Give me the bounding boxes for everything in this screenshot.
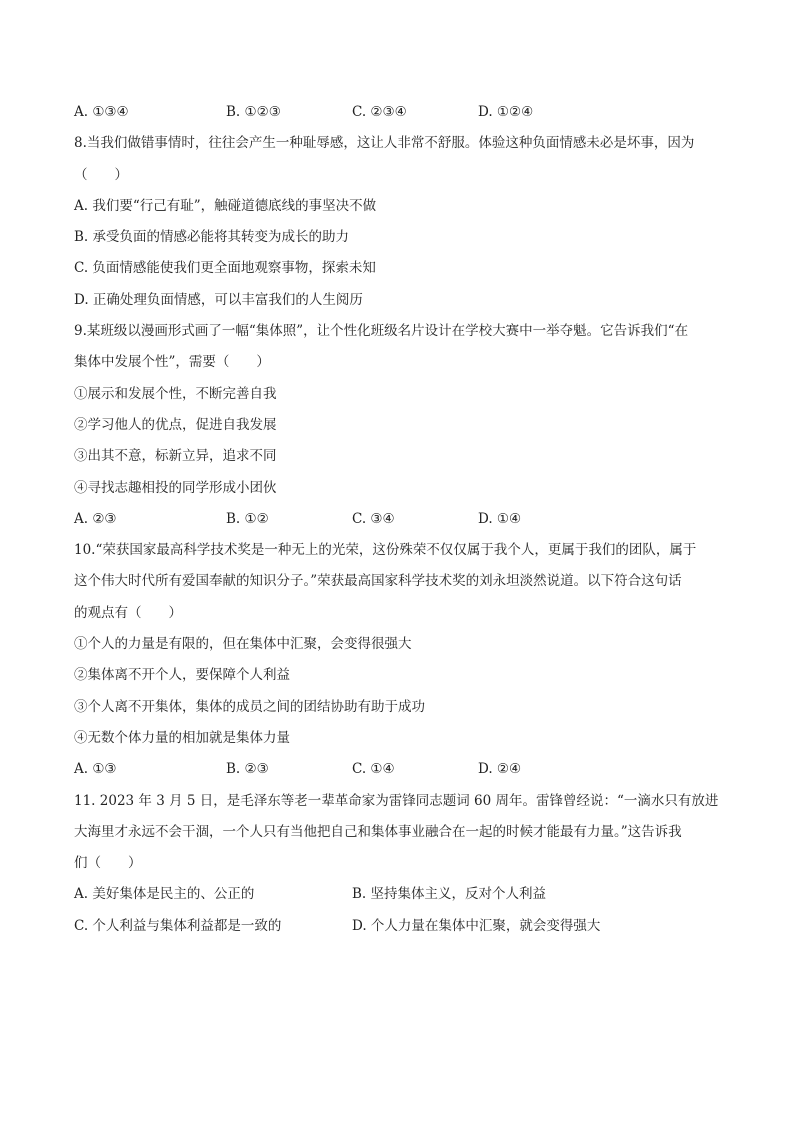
q9-statement-3: ③出其不意，标新立异，追求不同 — [74, 448, 277, 465]
q7-option-d: D. ①②④ — [478, 104, 534, 120]
q9-stem — [74, 319, 724, 382]
q10-option-b: B. ②③ — [226, 761, 269, 778]
q7-option-c: C. ②③④ — [352, 104, 407, 120]
q11-option-c: C. 个人利益与集体利益都是一致的 — [74, 917, 282, 934]
q7-option-a: A. ①③④ — [74, 104, 129, 120]
q11-options-row-2 — [74, 914, 724, 945]
q10-options — [74, 757, 724, 788]
q7-option-b: B. ①②③ — [226, 104, 281, 120]
q10-option-a: A. ①③ — [74, 761, 117, 778]
q10-stem-line-1: 10.“荣获国家最高科学技术奖是一种无上的光荣，这份殊荣不仅仅属于我个人，更属于我们的团队，属于 — [74, 542, 697, 559]
q10-stem — [74, 538, 724, 632]
q9-options — [74, 507, 724, 538]
q11-option-b: B. 坚持集体主义，反对个人利益 — [352, 886, 547, 903]
q10-statement-1: ①个人的力量是有限的，但在集体中汇聚，会变得很强大 — [74, 636, 412, 653]
q9-option-b: B. ①② — [226, 510, 269, 527]
question-list — [74, 100, 724, 945]
q7-options — [74, 100, 724, 131]
q9-option-d: D. ①④ — [478, 510, 522, 527]
q8-stem-line-2: （ ） — [74, 166, 128, 183]
q10-option-d: D. ②④ — [478, 761, 522, 778]
q11-option-a: A. 美好集体是民主的、公正的 — [74, 886, 255, 903]
q9-stem-line-2: 集体中发展个性”，需要（ ） — [74, 354, 270, 371]
q10-stem-line-3: 的观点有（ ） — [74, 604, 182, 621]
q8-stem — [74, 131, 724, 194]
q9-statement-1: ①展示和发展个性，不断完善自我 — [74, 385, 277, 402]
q9-option-a: A. ②③ — [74, 510, 117, 527]
q9-option-c: C. ③④ — [352, 510, 395, 527]
q11-options-row-1 — [74, 882, 724, 913]
q9-statement-2: ②学习他人的优点，促进自我发展 — [74, 416, 277, 433]
q8-option-c: C. 负面情感能使我们更全面地观察事物，探索未知 — [74, 260, 376, 277]
q11-stem-line-3: 们（ ） — [74, 855, 142, 872]
q9-statement-4: ④寻找志趣相投的同学形成小团伙 — [74, 479, 277, 496]
q10-statement-2: ②集体离不开个人，要保障个人利益 — [74, 667, 290, 684]
q10-option-c: C. ①④ — [352, 761, 395, 778]
q11-stem — [74, 789, 724, 883]
q8-option-d: D. 正确处理负面情感，可以丰富我们的人生阅历 — [74, 291, 363, 308]
q9-stem-line-1: 9.某班级以漫画形式画了一幅“集体照”，让个性化班级名片设计在学校大赛中一举夺魁。它告诉我们“在 — [74, 323, 689, 340]
q10-stem-line-2: 这个伟大时代所有爱国奉献的知识分子。”荣获最高国家科学技术奖的刘永坦淡然说道。以下符合这句话 — [74, 573, 682, 590]
q8-option-b: B. 承受负面的情感必能将其转变为成长的助力 — [74, 229, 350, 246]
q10-statement-3: ③个人离不开集体，集体的成员之间的团结协助有助于成功 — [74, 698, 425, 715]
q11-stem-line-2: 大海里才永远不会干涸，一个人只有当他把自己和集体事业融合在一起的时候才能最有力量。”这告诉我 — [74, 823, 682, 840]
q10-statement-4: ④无数个体力量的相加就是集体力量 — [74, 729, 290, 746]
q8-stem-line-1: 8.当我们做错事情时，往往会产生一种耻辱感，这让人非常不舒服。体验这种负面情感未必是坏事，因为 — [74, 135, 695, 152]
q11-stem-line-1: 11. 2023 年 3 月 5 日，是毛泽东等老一辈革命家为雷锋同志题词 60 周年。雷锋曾经说：“一滴水只有放进 — [74, 792, 719, 809]
q8-option-a: A. 我们要“行己有耻”，触碰道德底线的事坚决不做 — [74, 197, 377, 214]
q11-option-d: D. 个人力量在集体中汇聚，就会变得强大 — [352, 917, 601, 934]
